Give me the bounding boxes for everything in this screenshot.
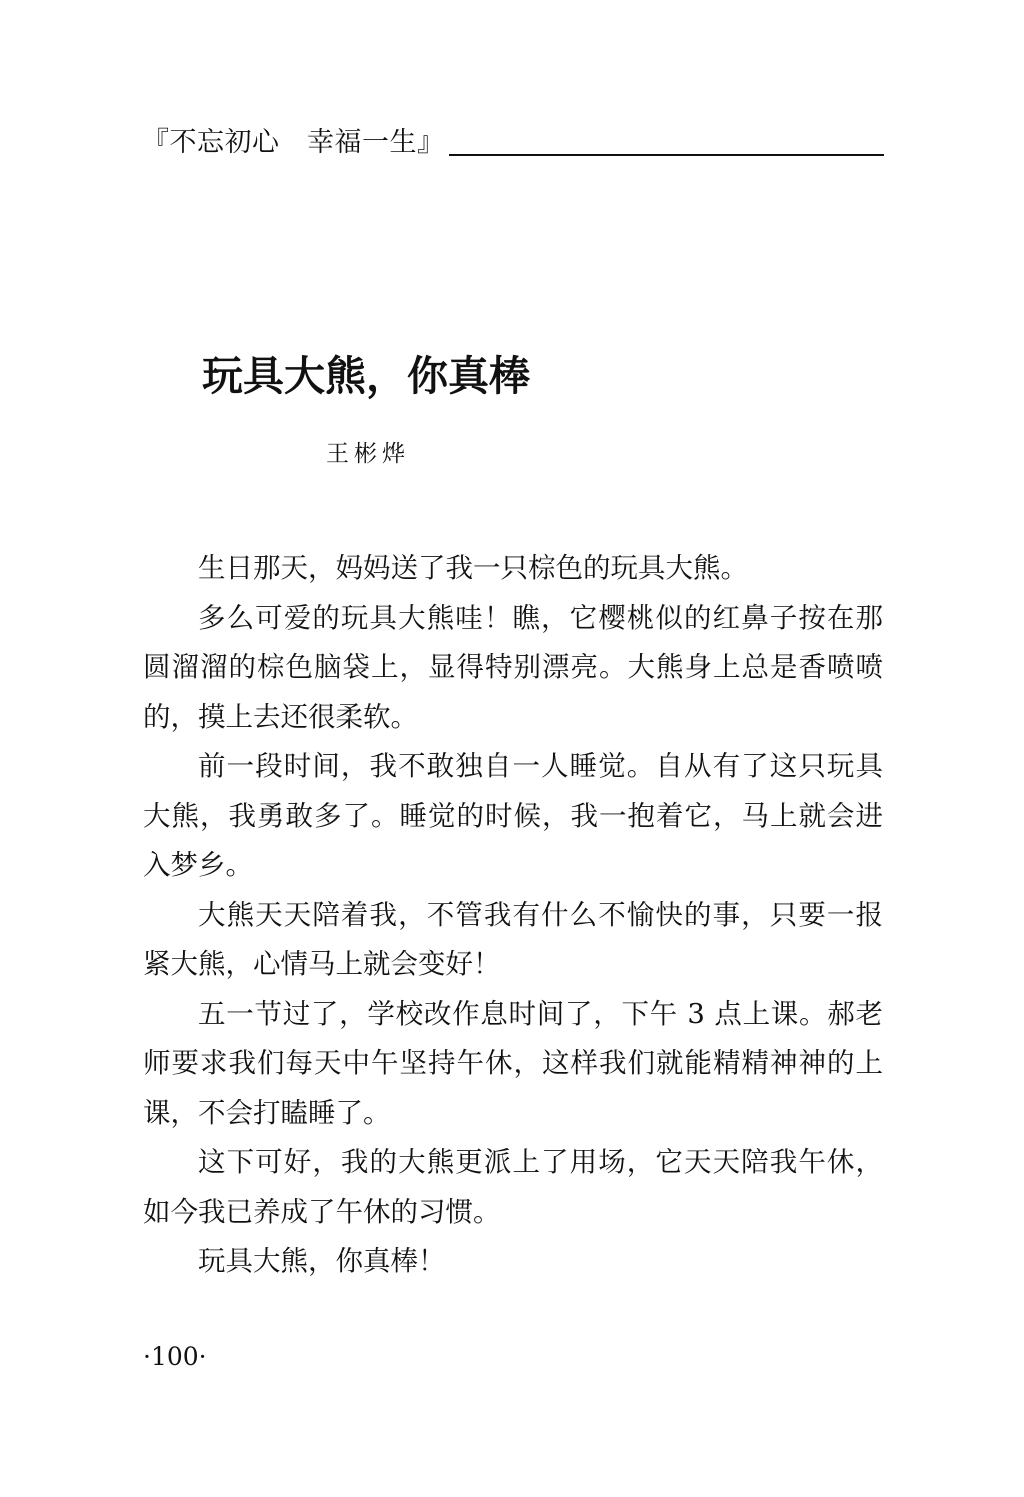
paragraph: 这下可好，我的大熊更派上了用场，它天天陪我午休，如今我已养成了午休的习惯。 <box>143 1146 883 1228</box>
article-author: 王彬烨 <box>326 441 410 467</box>
article-body <box>143 544 883 1287</box>
running-header <box>142 124 884 160</box>
paragraph: 多么可爱的玩具大熊哇！瞧，它樱桃似的红鼻子按在那圆溜溜的棕色脑袋上，显得特别漂亮。大熊身上总是香喷喷的，摸上去还很柔软。 <box>143 601 883 733</box>
paragraph: 前一段时间，我不敢独自一人睡觉。自从有了这只玩具大熊，我勇敢多了。睡觉的时候，我一抱着它，马上就会进入梦乡。 <box>143 750 883 881</box>
article-title: 玩具大熊，你真棒 <box>202 352 530 400</box>
paragraph: 玩具大熊，你真棒！ <box>198 1245 446 1277</box>
header-rule <box>449 154 885 156</box>
paragraph: 五一节过了，学校改作息时间了，下午 3 点上课。郝老师要求我们每天中午坚持午休，这样我们就能精精神神的上课，不会打瞌睡了。 <box>143 997 883 1129</box>
running-header-title: 『不忘初心 幸福一生』 <box>142 127 445 158</box>
page-number: ·100· <box>143 1342 207 1371</box>
paragraph: 大熊天天陪着我，不管我有什么不愉快的事，只要一报紧大熊，心情马上就会变好！ <box>143 898 883 980</box>
paragraph: 生日那天，妈妈送了我一只棕色的玩具大熊。 <box>198 552 748 584</box>
